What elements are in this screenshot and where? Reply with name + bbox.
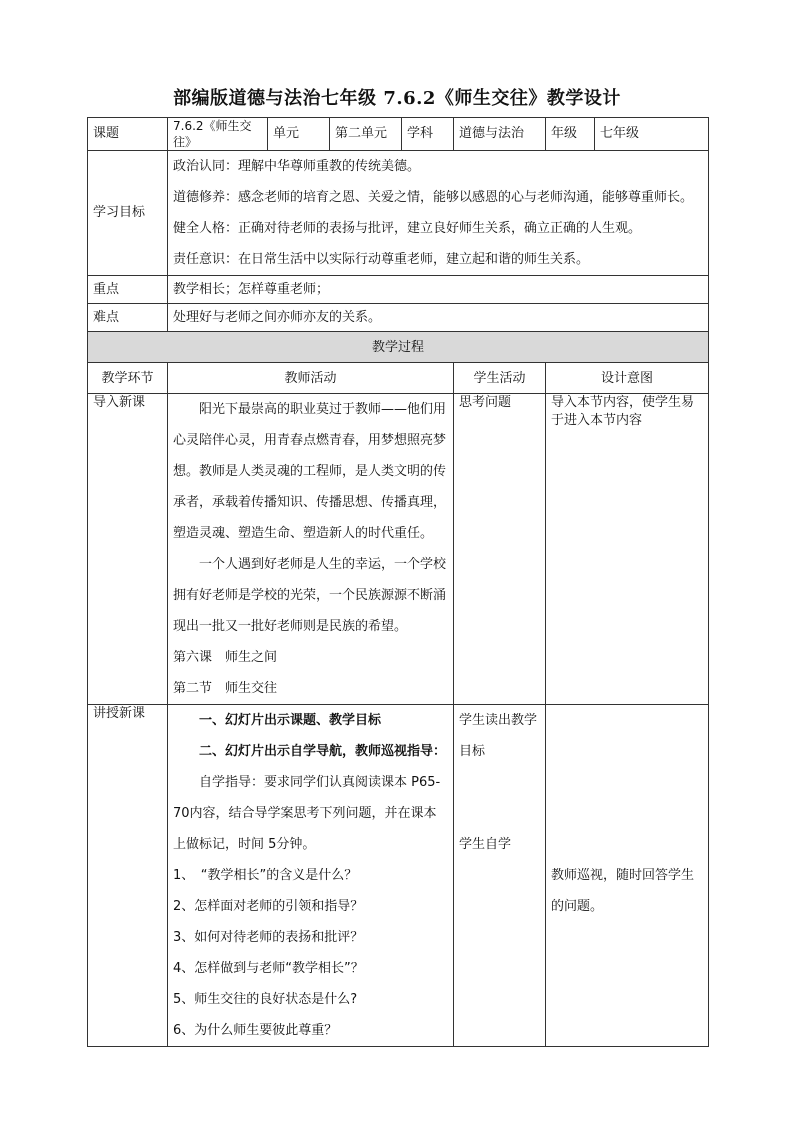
goals-content [168,151,709,276]
intro-teacher [168,394,454,705]
question-item: 2、怎样面对老师的引领和指导？ [173,899,364,915]
goals-label: 学习目标 [88,151,168,276]
difficulty-row [88,304,709,332]
goals-row [88,151,709,276]
info-row [88,118,709,151]
topic-value: 7.6.2《师生交往》 [168,118,268,151]
teach-stage: 讲授新课 [88,705,168,1047]
unit-value: 第二单元 [330,118,402,151]
teach-intent [546,705,709,1047]
teach-row [88,705,709,1047]
unit-label: 单元 [268,118,330,151]
intro-paragraph: 一个人遇到好老师是人生的幸运，一个学校拥有好老师是学校的光荣，一个民族源源不断涌现出一批又一批好老师则是民族的希望。 [173,557,447,635]
goal-item: 道德修养：感念老师的培育之恩、关爱之情，能够以感恩的心与老师沟通，能够尊重师长。 [173,190,694,206]
intent-text: 教师巡视，随时回答学生的问题。 [551,868,695,915]
question-item: 3、如何对待老师的表扬和批评？ [173,930,364,946]
question-item: 4、怎样做到与老师“教学相长”？ [173,961,364,977]
intro-intent: 导入本节内容，使学生易于进入本节内容 [546,394,709,705]
page-title: 部编版道德与法治七年级 7.6.2《师生交往》教学设计 [173,88,621,109]
difficulty-label: 难点 [88,304,168,332]
grade-value: 七年级 [595,118,709,151]
lesson-plan-table [87,117,709,1047]
section-line: 第二节 师生交往 [173,681,278,697]
goal-item: 责任意识：在日常生活中以实际行动尊重老师，建立起和谐的师生关系。 [173,252,590,268]
key-point-row [88,276,709,304]
process-title: 教学过程 [88,332,709,363]
intro-student: 思考问题 [454,394,546,705]
grade-label: 年级 [546,118,595,151]
intro-paragraph: 阳光下最崇高的职业莫过于教师——他们用心灵陪伴心灵，用青春点燃青春，用梦想照亮梦想。教师是人类灵魂的工程师，是人类文明的传承者，承载着传播知识、传播思想、传播真理，塑造灵魂、塑造生命、塑造新人的时代重任。 [173,402,447,542]
difficulty-value: 处理好与老师之间亦师亦友的关系。 [168,304,709,332]
intro-row [88,394,709,705]
subject-value: 道德与法治 [454,118,546,151]
key-point-label: 重点 [88,276,168,304]
lesson-line: 第六课 师生之间 [173,650,278,666]
intro-stage: 导入新课 [88,394,168,705]
student-activity: 学生自学 [459,837,512,853]
question-item: 5、师生交往的良好状态是什么? [173,992,358,1008]
topic-label: 课题 [88,118,168,151]
process-title-row [88,332,709,363]
question-item: 1、 “教学相长”的含义是什么？ [173,868,358,884]
student-activity: 学生读出教学目标 [459,713,538,760]
key-point-value: 教学相长；怎样尊重老师； [168,276,709,304]
teach-step: 一、幻灯片出示课题、教学目标 [199,713,382,729]
goal-item: 健全人格：正确对待老师的表扬与批评，建立良好师生关系，确立正确的人生观。 [173,221,642,237]
header-intent: 设计意图 [546,363,709,394]
goal-item: 政治认同：理解中华尊师重教的传统美德。 [173,159,421,175]
teach-teacher [168,705,454,1047]
self-study-guide: 自学指导：要求同学们认真阅读课本 P65-70内容，结合导学案思考下列问题，并在课本上做标记，时间 5分钟。 [173,775,441,853]
process-header-row [88,363,709,394]
header-stage: 教学环节 [88,363,168,394]
header-teacher: 教师活动 [168,363,454,394]
teach-step: 二、幻灯片出示自学导航，教师巡视指导： [199,744,447,760]
teach-student [454,705,546,1047]
header-student: 学生活动 [454,363,546,394]
question-item: 6、为什么师生要彼此尊重？ [173,1023,338,1039]
subject-label: 学科 [402,118,454,151]
